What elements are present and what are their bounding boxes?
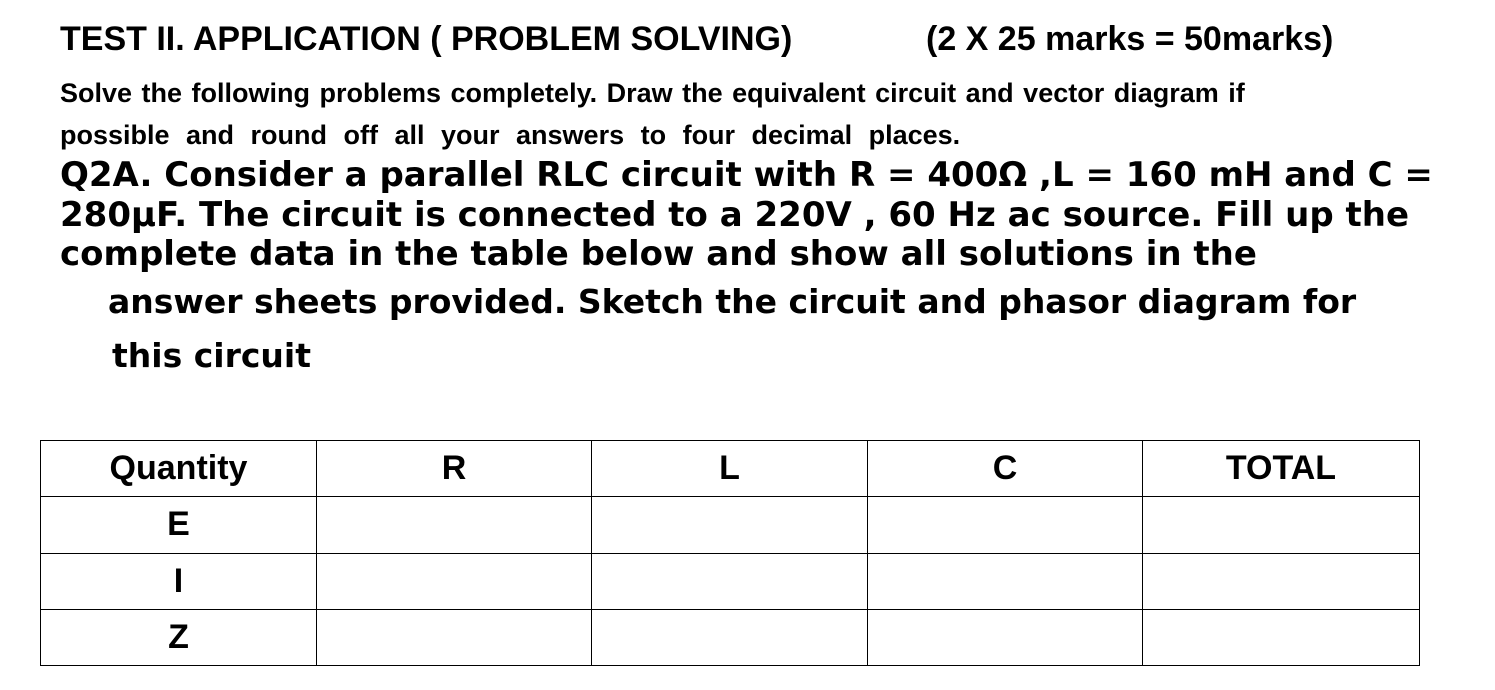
cell-z-total[interactable] [1143, 609, 1420, 665]
cell-e-l[interactable] [592, 497, 868, 553]
row-label-e: E [41, 497, 317, 553]
cell-i-r[interactable] [317, 553, 592, 609]
answer-table [40, 440, 1420, 666]
table-row [41, 553, 1420, 609]
table-row [41, 609, 1420, 665]
instructions-line-2: possible and round off all your answers to four decimal places. [60, 120, 961, 150]
marks-allocation: (2 X 25 marks = 50marks) [926, 20, 1334, 58]
question-line-5: this circuit [112, 336, 311, 375]
question-line-3: complete data in the table below and show all solutions in the [60, 234, 1257, 274]
cell-z-r[interactable] [317, 609, 592, 665]
row-label-z: Z [41, 609, 317, 665]
test-title: TEST II. APPLICATION ( PROBLEM SOLVING) [60, 20, 793, 58]
cell-e-c[interactable] [868, 497, 1143, 553]
question-line-4: answer sheets provided. Sketch the circuit and phasor diagram for [108, 282, 1357, 321]
header-l: L [592, 441, 868, 497]
cell-z-c[interactable] [868, 609, 1143, 665]
cell-z-l[interactable] [592, 609, 868, 665]
question-line-2: 280μF. The circuit is connected to a 220V , 60 Hz ac source. Fill up the [60, 195, 1410, 235]
table-header-row [41, 441, 1420, 497]
question-line-1: Q2A. Consider a parallel RLC circuit with R = 400Ω ,L = 160 mH and C = [60, 155, 1433, 195]
cell-e-r[interactable] [317, 497, 592, 553]
cell-i-l[interactable] [592, 553, 868, 609]
cell-i-c[interactable] [868, 553, 1143, 609]
table-row [41, 497, 1420, 553]
row-label-i: I [41, 553, 317, 609]
header-total: TOTAL [1143, 441, 1420, 497]
cell-i-total[interactable] [1143, 553, 1420, 609]
header-r: R [317, 441, 592, 497]
cell-e-total[interactable] [1143, 497, 1420, 553]
header-quantity: Quantity [41, 441, 317, 497]
header-c: C [868, 441, 1143, 497]
instructions-line-1: Solve the following problems completely. Draw the equivalent circuit and vector diagram if [60, 78, 1245, 108]
